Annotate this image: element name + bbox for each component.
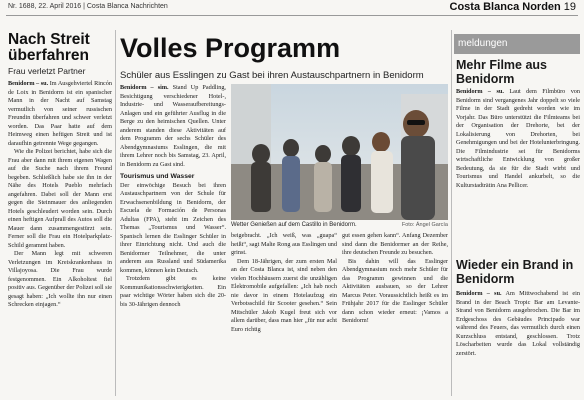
dateline: Benidorm – su. — [8, 80, 49, 87]
header-rule — [6, 15, 578, 16]
paragraph: gut essen gehen kann“. Anfang Dezember sind dann die Benidormer an der Reihe, ihre deutschen Freunde zu besuchen. — [342, 232, 448, 256]
paragraph: Der Mann legt mit schweren Verletzungen im Kreiskrankenhaus in Villajoyosa. Die Frau wurde festgenommen. Ein Alkoholtest fiel positiv aus. Gegenüber der Polizei soll sie gesagt haben: „Ich wollte ihn nur einen Schrecken einjagen.“ — [8, 250, 112, 308]
column-divider — [451, 30, 452, 396]
sidebar-item1-body — [456, 88, 580, 250]
main-article-headline: Volles Programm — [120, 33, 341, 63]
caption-text: Wetter Genießen auf dem Castillo in Benidorm. — [231, 222, 357, 228]
paragraph: Trotzdem gibt es keine Kommunikationsschwierigkeiten. Ein paar wichtige Wörter haben sich die 20- bis 30-Jährigen dennoch — [120, 275, 226, 308]
paragraph — [120, 84, 226, 169]
main-article-column-b — [231, 232, 337, 396]
section-name: Costa Blanca Norden — [449, 1, 561, 13]
paragraph-text: Am Mittwochabend ist ein Brand in der Beach Tropic Bar am Levante-Strand von Benidorm ausgebrochen. Die Bar im Erdgeschoss des Gebäudes Principado war während des Feuers, das vermutlich durch einen Kurzschluss entstand, geschlossen. Trotz Löscharbeiten wurde das Lokal vollständig zerstört. — [456, 290, 580, 357]
issue-line: Nr. 1688, 22. April 2016 | Costa Blanca Nachrichten — [8, 3, 168, 10]
paragraph — [456, 88, 580, 190]
meldungen-label: meldungen — [458, 38, 508, 49]
paragraph — [456, 290, 580, 358]
paragraph: Dem 18-Jährigen, der zum ersten Mal an der Costa Blanca ist, sind neben den vielen Hochhäusern zuerst die unzähligen Elektromobile aufgefallen: „Ich hab noch nie davor in einem Hotelaufzug ein Verbotsschild für Scooter gesehen.“ Sein Mitschüler Jakob Kugel freut sich vor allem darüber, dass man hier „für nur acht Euro richtig — [231, 257, 337, 333]
left-article-subheadline: Frau verletzt Partner — [8, 66, 86, 76]
sidebar-item1-headline: Mehr Filme aus Benidorm — [456, 58, 547, 86]
sidebar-item2-headline: Wieder ein Brand in Benidorm — [456, 258, 574, 286]
subhead: Tourismus und Wasser — [120, 173, 195, 180]
dateline: Benidorm – su. — [456, 88, 504, 95]
sidebar-item2-body — [456, 290, 580, 396]
main-article-column-a — [120, 84, 226, 396]
photo-illustration — [231, 84, 448, 220]
section-title — [450, 1, 577, 13]
paragraph — [8, 80, 112, 148]
paragraph: Bis dahin will das Esslinger Abendgymnasium noch mehr Schüler für das Programm gewinnen und die Aktivitäten ausbauen, so der Lehrer Marcus Peter. Voraussichtlich heißt es im Frühjahr 2017 für die Esslinger Schüler dann schon wieder erneut: ¡Vamos a Benidorm! — [342, 257, 448, 324]
photo-caption — [231, 222, 448, 228]
paragraph: Der einwöchige Besuch bei ihren Austauschpartnern von der Schule für Erwachsenenbildung in Benidorm, der Escuela de Formación de Personas Adultas (FPA), steht im Zeichen des Themas „Tourismus und Wasser“. Spanisch lernen die Esslinger Schüler in ihrer Einrichtung nicht. Und auch die Benidormer Teilnehmer, die unter anderem aus Russland und Südamerika kommen, können kein Deutsch. — [120, 181, 226, 274]
dateline: Benidorm – su. — [456, 290, 502, 297]
paragraph: beigebracht. „Ich weiß, was „guapa“ heißt“, sagt Malte Rong aus Esslingen und grinst. — [231, 232, 337, 256]
main-article-subheadline: Schüler aus Esslingen zu Gast bei ihren Austauschpartnern in Benidorm — [120, 70, 424, 81]
page-number: 19 — [563, 1, 576, 13]
main-article-column-c — [342, 232, 448, 396]
paragraph-text: Stand Up Paddling, Besichtigung verschiedener Hotel-, Industrie- und Wasseraufbereitungs-Anlagen und ein geführter Ausflug in die Berge zu den heimischen Quellen. Unter anderem standen diese Aktivitäten auf dem Programm der sechs Schüler des Abendgymnasiums Esslingen, die mit ihrem Lehrer noch bis Samstag, 23. April, in Benidorm zu Gast sind. — [120, 84, 226, 168]
left-article-body — [8, 80, 112, 396]
column-divider — [115, 30, 116, 396]
left-article-headline: Nach Streit überfahren — [8, 31, 90, 64]
article-photo — [231, 84, 448, 220]
paragraph-text: Im Ausgehviertel Rincón de Loix in Benidorm ist ein spanischer Mann in der Nacht auf Samstag vermutlich von seiner russischen Freundin überfahren und schwer verletzt worden. Das Paar hatte auf dem Heimweg einen heftigen Streit und ist daraufhin getrennte Wege gegangen. — [8, 80, 112, 147]
paragraph: Wie die Polizei berichtet, habe sich die Frau aber dann mit ihrem eigenen Wagen auf die Suche nach ihrem Freund begeben. Schließlich habe sie ihn in der Nähe des Hotels Pueblo mehrfach angefahren. Dabei soll der Mann erst gegen die Steinmauer des anliegenden Hotels geschleudert worden sein. Durch einen heftigen Aufprall des Autos soll die Mauer dann zusammengestürzt sein. Ferner soll die Frau ein Hotelparkplatz-Schild gerammt haben. — [8, 148, 112, 249]
photo-credit: Foto: Ángel García — [401, 222, 448, 228]
paragraph-text: Laut dem Filmbüro von Benidorm sind vergangenes Jahr doppelt so viele Filme in der Stadt gedreht worden wie im Vorjahr. Das Büro unterstützt die Filmteams bei der Organisation der Drehorte, bei der Lokalisierung von Drehorten, bei Genehmigungen und bei der Hotelunterbringung. Die Filmindustrie sei für Benidorms wirtschaftliche Entwicklung von großer Bedeutung, da sie für die Stadt wirbt und Tourismus und Handel ankurbelt, so die Kulturstadträtin Ana Pellicer. — [456, 88, 580, 189]
dateline: Benidorm – sim. — [120, 84, 169, 91]
